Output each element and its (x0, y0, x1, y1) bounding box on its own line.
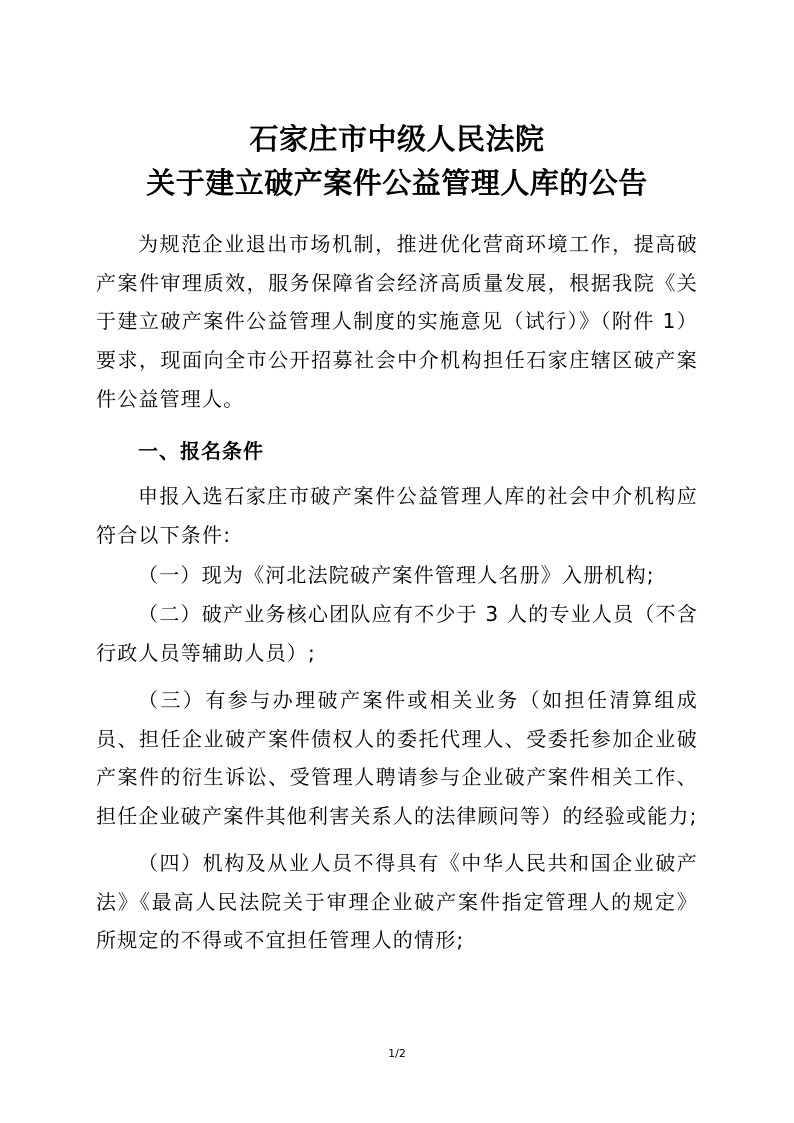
document-title-line2: 关于建立破产案件公益管理人库的公告 (146, 166, 648, 200)
page-number: 1/2 (388, 1047, 406, 1060)
condition-item-1: （一）现为《河北法院破产案件管理人名册》入册机构; (138, 563, 655, 587)
condition-item-2: （二）破产业务核心团队应有不少于 3 人的专业人员（不含行政人员等辅助人员）; (96, 602, 698, 665)
condition-item-4: （四）机构及从业人员不得具有《中华人民共和国企业破产法》《最高人民法院关于审理企业破产案件指定管理人的规定》所规定的不得或不宜担任管理人的情形; (96, 851, 698, 953)
condition-item-3: （三）有参与办理破产案件或相关业务（如担任清算组成员、担任企业破产案件债权人的委托代理人、受委托参加企业破产案件的衍生诉讼、受管理人聘请参与企业破产案件相关工作、担任企业破产案件其他利害关系人的法律顾问等）的经验或能力; (96, 688, 698, 829)
section-heading-registration-conditions: 一、报名条件 (138, 439, 264, 463)
document-title-line1: 石家庄市中级人民法院 (249, 122, 545, 156)
intro-paragraph: 为规范企业退出市场机制，推进优化营商环境工作，提高破产案件审理质效，服务保障省会经济高质量发展，根据我院《关于建立破产案件公益管理人制度的实施意见（试行）》（附件 1）要求，现面向全市公开招募社会中介机构担任石家庄辖区破产案件公益管理人。 (96, 232, 698, 411)
section-intro-paragraph: 申报入选石家庄市破产案件公益管理人库的社会中介机构应符合以下条件: (96, 484, 698, 547)
